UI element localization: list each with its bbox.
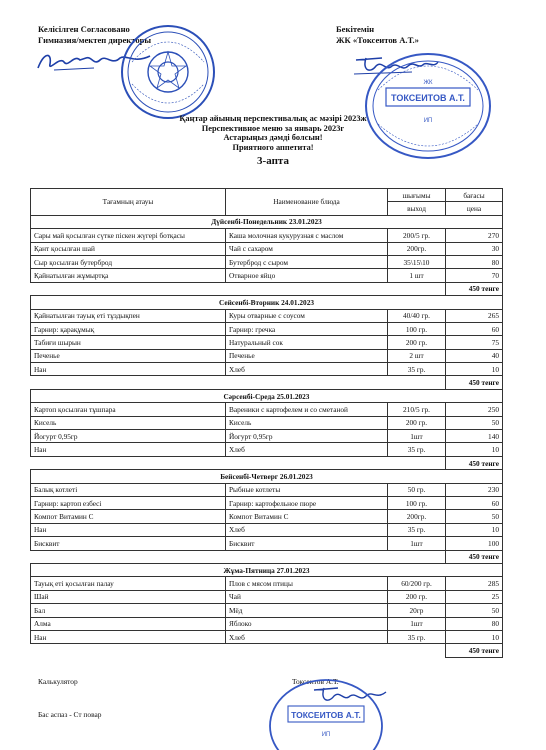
dish-output: 35 гр. <box>388 523 446 536</box>
dish-name-kz: Балық котлеті <box>31 483 226 496</box>
day-total-row <box>31 456 503 469</box>
menu-item-row <box>31 483 503 496</box>
dish-name-kz: Шай <box>31 590 226 603</box>
menu-item-row <box>31 604 503 617</box>
dish-name-ru: Бисквит <box>226 537 388 550</box>
dish-name-ru: Куры отварные с соусом <box>226 309 388 322</box>
day-total-row <box>31 376 503 389</box>
dish-name-ru: Вареники с картофелем и со сметаной <box>226 403 388 416</box>
dish-name-kz: Қант қосылған шай <box>31 242 226 255</box>
dish-price: 140 <box>446 430 503 443</box>
menu-item-row <box>31 322 503 335</box>
dish-price: 270 <box>446 229 503 242</box>
day-total-row <box>31 282 503 295</box>
dish-name-kz: Йогурт 0,95гр <box>31 430 226 443</box>
dish-name-ru: Йогурт 0,95гр <box>226 430 388 443</box>
menu-item-row <box>31 430 503 443</box>
dish-name-ru: Мёд <box>226 604 388 617</box>
dish-name-kz: Гарнир: қарақұмық <box>31 322 226 335</box>
dish-name-kz: Бисквит <box>31 537 226 550</box>
header-price-ru: цена <box>446 202 503 215</box>
dish-price: 285 <box>446 577 503 590</box>
dish-name-ru: Хлеб <box>226 363 388 376</box>
menu-item-row <box>31 523 503 536</box>
menu-item-row <box>31 363 503 376</box>
dish-name-ru: Чай с сахаром <box>226 242 388 255</box>
approval-block-right <box>336 24 419 46</box>
header-name-kz: Тағамның атауы <box>31 189 226 216</box>
day-total: 450 тенге <box>446 550 503 563</box>
dish-price: 10 <box>446 363 503 376</box>
dish-output: 1шт <box>388 617 446 630</box>
dish-name-kz: Сары май қосылған сүтке піскен жүгері ботқасы <box>31 229 226 242</box>
menu-title-block <box>0 114 546 169</box>
total-spacer <box>31 282 446 295</box>
menu-item-row <box>31 590 503 603</box>
dish-name-kz: Печенье <box>31 349 226 362</box>
dish-output: 100 гр. <box>388 496 446 509</box>
footer-stamp <box>266 676 386 750</box>
stamp-ip: ИП <box>423 118 433 124</box>
menu-item-row <box>31 349 503 362</box>
entrepreneur-label: ЖК «Токсеитов А.Т.» <box>336 35 419 45</box>
dish-output: 200 гр. <box>388 590 446 603</box>
dish-price: 50 <box>446 416 503 429</box>
dish-name-kz: Нан <box>31 523 226 536</box>
menu-item-row <box>31 269 503 282</box>
dish-output: 200гр. <box>388 242 446 255</box>
dish-name-ru: Хлеб <box>226 443 388 456</box>
dish-output: 200/5 гр. <box>388 229 446 242</box>
approval-label: Келісілген Согласовано <box>38 24 130 34</box>
stamp-code: ЖК <box>423 80 433 86</box>
day-header-row <box>31 389 503 402</box>
menu-item-row <box>31 255 503 268</box>
dish-name-ru: Гарнир: гречка <box>226 322 388 335</box>
menu-item-row <box>31 617 503 630</box>
day-total-row <box>31 550 503 563</box>
dish-name-ru: Рыбные котлеты <box>226 483 388 496</box>
menu-table <box>30 188 503 658</box>
dish-name-kz: Бал <box>31 604 226 617</box>
dish-output: 20гр <box>388 604 446 617</box>
dish-name-ru: Хлеб <box>226 630 388 643</box>
day-header-row <box>31 296 503 309</box>
dish-name-kz: Нан <box>31 630 226 643</box>
dish-name-kz: Гарнир: картоп езбесі <box>31 496 226 509</box>
dish-output: 35 гр. <box>388 630 446 643</box>
dish-output: 1 шт <box>388 269 446 282</box>
dish-name-kz: Қайнатылған жұмыртқа <box>31 269 226 282</box>
dish-price: 40 <box>446 349 503 362</box>
dish-output: 60/200 гр. <box>388 577 446 590</box>
day-title: Жұма-Пятница 27.01.2023 <box>31 563 503 576</box>
dish-price: 80 <box>446 617 503 630</box>
total-spacer <box>31 550 446 563</box>
footer-stamp-name: ТОКСЕИТОВ А.Т. <box>291 710 361 720</box>
header-output-kz: шығымы <box>388 189 446 202</box>
dish-price: 60 <box>446 322 503 335</box>
day-total-row <box>31 644 503 657</box>
stamp-name: ТОКСЕИТОВ А.Т. <box>391 93 465 103</box>
dish-price: 50 <box>446 604 503 617</box>
day-header-row <box>31 215 503 228</box>
dish-name-ru: Компот Витамин С <box>226 510 388 523</box>
dish-name-kz: Кисель <box>31 416 226 429</box>
day-title: Сейсенбі-Вторник 24.01.2023 <box>31 296 503 309</box>
greeting-ru: Приятного аппетита! <box>232 142 314 152</box>
dish-price: 250 <box>446 403 503 416</box>
dish-price: 100 <box>446 537 503 550</box>
dish-name-ru: Бутерброд с сыром <box>226 255 388 268</box>
day-total: 450 тенге <box>446 282 503 295</box>
dish-name-kz: Тауық еті қосылған палау <box>31 577 226 590</box>
dish-output: 35\15\10 <box>388 255 446 268</box>
dish-name-ru: Яблоко <box>226 617 388 630</box>
director-label: Гимназия/мектеп директоры <box>38 35 152 45</box>
dish-name-ru: Отварное яйцо <box>226 269 388 282</box>
menu-item-row <box>31 336 503 349</box>
menu-item-row <box>31 510 503 523</box>
total-spacer <box>31 376 446 389</box>
week-number: 3-апта <box>257 155 289 167</box>
dish-name-kz: Компот Витамин С <box>31 510 226 523</box>
dish-output: 100 гр. <box>388 322 446 335</box>
header-name-ru: Наименование блюда <box>226 189 388 216</box>
dish-price: 230 <box>446 483 503 496</box>
menu-item-row <box>31 403 503 416</box>
day-header-row <box>31 563 503 576</box>
dish-price: 75 <box>446 336 503 349</box>
dish-price: 30 <box>446 242 503 255</box>
day-title: Дүйсенбі-Понедельник 23.01.2023 <box>31 215 503 228</box>
dish-name-ru: Каша молочная кукурузная с маслом <box>226 229 388 242</box>
dish-price: 60 <box>446 496 503 509</box>
greeting-kz: Астарыңыз дәмді болсын! <box>223 133 323 142</box>
dish-name-kz: Табиғи шырын <box>31 336 226 349</box>
dish-output: 1шт <box>388 537 446 550</box>
dish-name-kz: Қайнатылған тауық еті тұздықпен <box>31 309 226 322</box>
dish-output: 50 гр. <box>388 483 446 496</box>
title-kz: Қаңтар айының перспективалық ас мәзірі 2023ж <box>179 114 367 123</box>
menu-item-row <box>31 242 503 255</box>
dish-name-ru: Хлеб <box>226 523 388 536</box>
menu-item-row <box>31 537 503 550</box>
day-total: 450 тенге <box>446 456 503 469</box>
total-spacer <box>31 456 446 469</box>
dish-price: 10 <box>446 523 503 536</box>
dish-output: 200 гр. <box>388 336 446 349</box>
chef-label: Бас аспаз - Ст повар <box>38 710 102 719</box>
day-title: Бейсенбі-Четверг 26.01.2023 <box>31 470 503 483</box>
dish-name-ru: Гарнир: картофельное пюре <box>226 496 388 509</box>
dish-price: 50 <box>446 510 503 523</box>
dish-name-ru: Кисель <box>226 416 388 429</box>
dish-name-kz: Картоп қосылған тұшпара <box>31 403 226 416</box>
dish-output: 200гр. <box>388 510 446 523</box>
menu-table-body <box>31 189 503 658</box>
dish-price: 265 <box>446 309 503 322</box>
day-total: 450 тенге <box>446 644 503 657</box>
dish-name-kz: Нан <box>31 443 226 456</box>
footer-stamp-ip: ИП <box>321 732 331 738</box>
dish-name-kz: Сыр қосылған бутерброд <box>31 255 226 268</box>
dish-name-ru: Натуральный сок <box>226 336 388 349</box>
header-output-ru: выход <box>388 202 446 215</box>
dish-price: 80 <box>446 255 503 268</box>
table-header-row <box>31 189 503 202</box>
dish-output: 40/40 гр. <box>388 309 446 322</box>
menu-item-row <box>31 229 503 242</box>
menu-item-row <box>31 443 503 456</box>
dish-price: 10 <box>446 630 503 643</box>
dish-name-kz: Нан <box>31 363 226 376</box>
menu-item-row <box>31 496 503 509</box>
menu-item-row <box>31 416 503 429</box>
header-price-kz: бағасы <box>446 189 503 202</box>
title-ru: Перспективное меню за январь 2023г <box>201 123 345 133</box>
dish-output: 2 шт <box>388 349 446 362</box>
day-total: 450 тенге <box>446 376 503 389</box>
dish-output: 1шт <box>388 430 446 443</box>
dish-price: 70 <box>446 269 503 282</box>
dish-name-kz: Алма <box>31 617 226 630</box>
dish-price: 10 <box>446 443 503 456</box>
menu-item-row <box>31 577 503 590</box>
dish-output: 35 гр. <box>388 443 446 456</box>
approve-label: Бекітемін <box>336 24 375 34</box>
dish-name-ru: Чай <box>226 590 388 603</box>
dish-price: 25 <box>446 590 503 603</box>
dish-output: 35 гр. <box>388 363 446 376</box>
dish-output: 210/5 гр. <box>388 403 446 416</box>
calculator-label: Калькулятор <box>38 677 78 686</box>
menu-item-row <box>31 309 503 322</box>
menu-item-row <box>31 630 503 643</box>
dish-name-ru: Печенье <box>226 349 388 362</box>
school-stamp <box>118 22 218 122</box>
total-spacer <box>31 644 446 657</box>
dish-output: 200 гр. <box>388 416 446 429</box>
day-title: Сәрсенбі-Среда 25.01.2023 <box>31 389 503 402</box>
dish-name-ru: Плов с мясом птицы <box>226 577 388 590</box>
calculator-name: Токсеитов А.Т. <box>292 677 339 686</box>
day-header-row <box>31 470 503 483</box>
